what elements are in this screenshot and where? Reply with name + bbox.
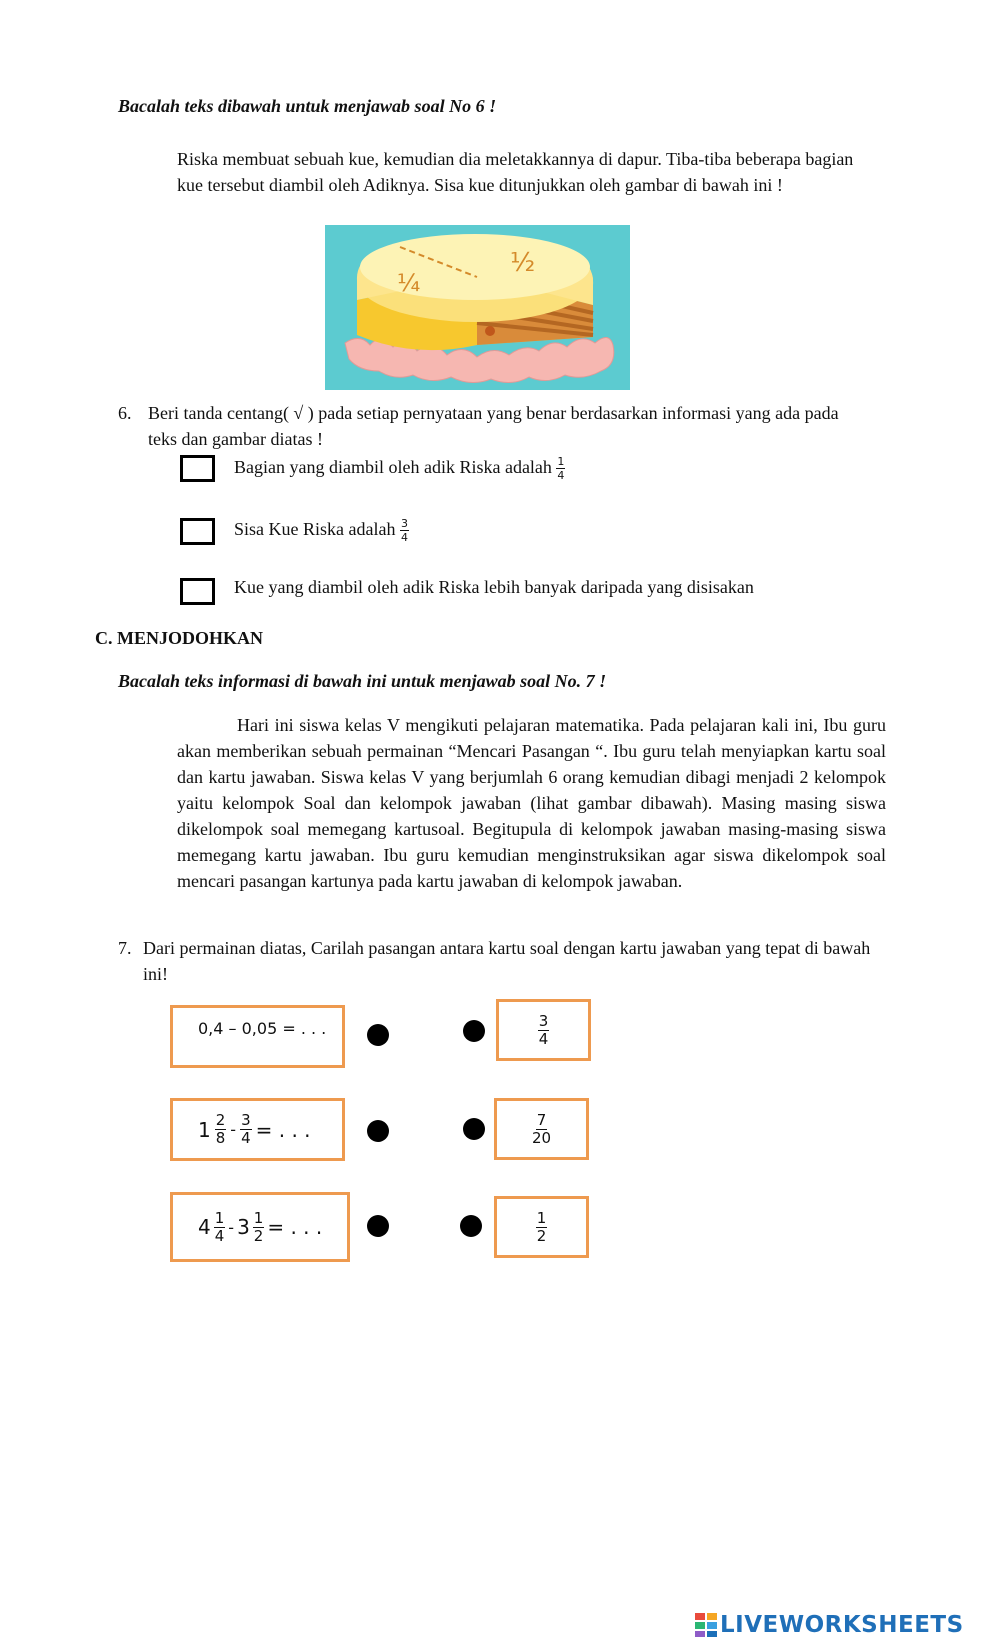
answer-card-1-numerator: 3 bbox=[538, 1011, 549, 1030]
q3-fraction-1-numerator: 1 bbox=[214, 1208, 225, 1227]
answer-2-dot[interactable] bbox=[463, 1118, 485, 1140]
answer-card-3-fraction bbox=[536, 1208, 548, 1245]
option-1-fraction bbox=[556, 456, 565, 481]
section-c-heading: C. MENJODOHKAN bbox=[95, 628, 263, 648]
answer-card-1-denominator: 4 bbox=[538, 1029, 549, 1048]
option-1-numerator: 1 bbox=[557, 455, 565, 469]
liveworksheets-icon bbox=[695, 1613, 717, 1637]
q3-whole-1: 4 bbox=[198, 1215, 211, 1239]
answer-card-3 bbox=[494, 1196, 589, 1258]
q3-fraction-1-denominator: 4 bbox=[214, 1226, 225, 1245]
cake-image bbox=[325, 225, 630, 390]
question-card-1-text: 0,4 – 0,05 = . . . bbox=[198, 1019, 327, 1038]
question-card-1 bbox=[170, 1005, 345, 1068]
q2-fraction-2-denominator: 4 bbox=[241, 1129, 251, 1147]
answer-card-2-denominator: 20 bbox=[531, 1128, 552, 1147]
question-card-2 bbox=[170, 1098, 345, 1161]
q3-tail: = . . . bbox=[267, 1215, 323, 1239]
answer-card-1-fraction bbox=[538, 1011, 550, 1048]
answer-card-3-denominator: 2 bbox=[536, 1226, 547, 1245]
q2-fraction-1-denominator: 8 bbox=[215, 1129, 226, 1147]
cake-illustration bbox=[325, 225, 630, 390]
q2-fraction-1-numerator: 2 bbox=[215, 1111, 226, 1129]
answer-card-2-fraction bbox=[531, 1110, 552, 1147]
option-2-label: Sisa Kue Riska adalah bbox=[234, 519, 396, 539]
q7-number: 7. bbox=[118, 938, 132, 958]
answer-card-2 bbox=[494, 1098, 589, 1160]
option-1-denominator: 4 bbox=[557, 469, 565, 483]
question-3-dot[interactable] bbox=[367, 1215, 389, 1237]
q3-whole-2: 3 bbox=[237, 1215, 250, 1239]
option-3-checkbox[interactable] bbox=[180, 578, 215, 605]
liveworksheets-logo bbox=[695, 1612, 964, 1638]
answer-3-dot[interactable] bbox=[460, 1215, 482, 1237]
q2-whole: 1 bbox=[198, 1117, 211, 1142]
option-1-checkbox[interactable] bbox=[180, 455, 215, 482]
liveworksheets-wordmark: LIVEWORKSHEETS bbox=[720, 1612, 964, 1638]
q2-tail: = . . . bbox=[255, 1117, 311, 1142]
option-1-text bbox=[234, 454, 565, 481]
answer-card-3-numerator: 1 bbox=[536, 1208, 547, 1227]
q6-story: Riska membuat sebuah kue, kemudian dia meletakkannya di dapur. Tiba-tiba beberapa bagian kue tersebut diambil oleh Adiknya. Sisa kue ditunjukkan oleh gambar di bawah ini ! bbox=[177, 149, 854, 195]
q3-operator: - bbox=[228, 1217, 235, 1237]
answer-1-dot[interactable] bbox=[463, 1020, 485, 1042]
option-2-fraction bbox=[400, 518, 409, 543]
cake-quarter-label: ¼ bbox=[397, 269, 421, 297]
q3-fraction-2-denominator: 2 bbox=[253, 1226, 264, 1245]
q2-operator: - bbox=[230, 1120, 237, 1139]
q7-question: Dari permainan diatas, Carilah pasangan antara kartu soal dengan kartu jawaban yang tepat di bawah ini! bbox=[143, 938, 871, 984]
option-2-text bbox=[234, 516, 409, 543]
q3-fraction-1 bbox=[214, 1208, 226, 1245]
option-3-text: Kue yang diambil oleh adik Riska lebih banyak daripada yang disisakan bbox=[234, 577, 754, 597]
option-1-label: Bagian yang diambil oleh adik Riska adalah bbox=[234, 457, 552, 477]
question-2-dot[interactable] bbox=[367, 1120, 389, 1142]
q2-fraction-1 bbox=[215, 1113, 227, 1146]
option-2-checkbox[interactable] bbox=[180, 518, 215, 545]
option-2-numerator: 3 bbox=[400, 517, 408, 531]
q2-fraction-2 bbox=[240, 1113, 252, 1146]
option-2-denominator: 4 bbox=[400, 531, 408, 545]
q7-instruction: Bacalah teks informasi di bawah ini untuk menjawab soal No. 7 ! bbox=[118, 671, 607, 691]
answer-card-1 bbox=[496, 999, 591, 1061]
answer-card-2-numerator: 7 bbox=[536, 1110, 547, 1129]
question-1-dot[interactable] bbox=[367, 1024, 389, 1046]
q3-fraction-2-numerator: 1 bbox=[253, 1208, 264, 1227]
q2-fraction-2-numerator: 3 bbox=[241, 1111, 251, 1129]
q6-instruction: Bacalah teks dibawah untuk menjawab soal No 6 ! bbox=[118, 96, 497, 116]
q3-fraction-2 bbox=[253, 1208, 265, 1245]
question-card-3 bbox=[170, 1192, 350, 1262]
cake-half-label: ½ bbox=[510, 248, 536, 278]
info-paragraph: Hari ini siswa kelas V mengikuti pelajaran matematika. Pada pelajaran kali ini, Ibu guru akan memberikan sebuah permainan “Mencari Pasangan “. Ibu guru telah menyiapkan kartu soal dan kartu jawaban. Siswa kelas V yang berjumlah 6 orang kemudian dibagi menjadi 2 kelompok yaitu kelompok Soal dan kelompok jawaban (lihat gambar dibawah). Masing masing siswa dikelompok soal memegang kartusoal. Begitupula di kelompok jawaban masing-masing siswa memegang kartu jawaban. Ibu guru kemudian menginstruksikan agar siswa dikelompok soal mencari pasangan kartunya pada kartu jawaban di kelompok jawaban. bbox=[177, 715, 886, 891]
q6-question: Beri tanda centang( √ ) pada setiap pernyataan yang benar berdasarkan informasi yang ada pada teks dan gambar diatas ! bbox=[148, 403, 839, 449]
q6-number: 6. bbox=[118, 403, 132, 423]
